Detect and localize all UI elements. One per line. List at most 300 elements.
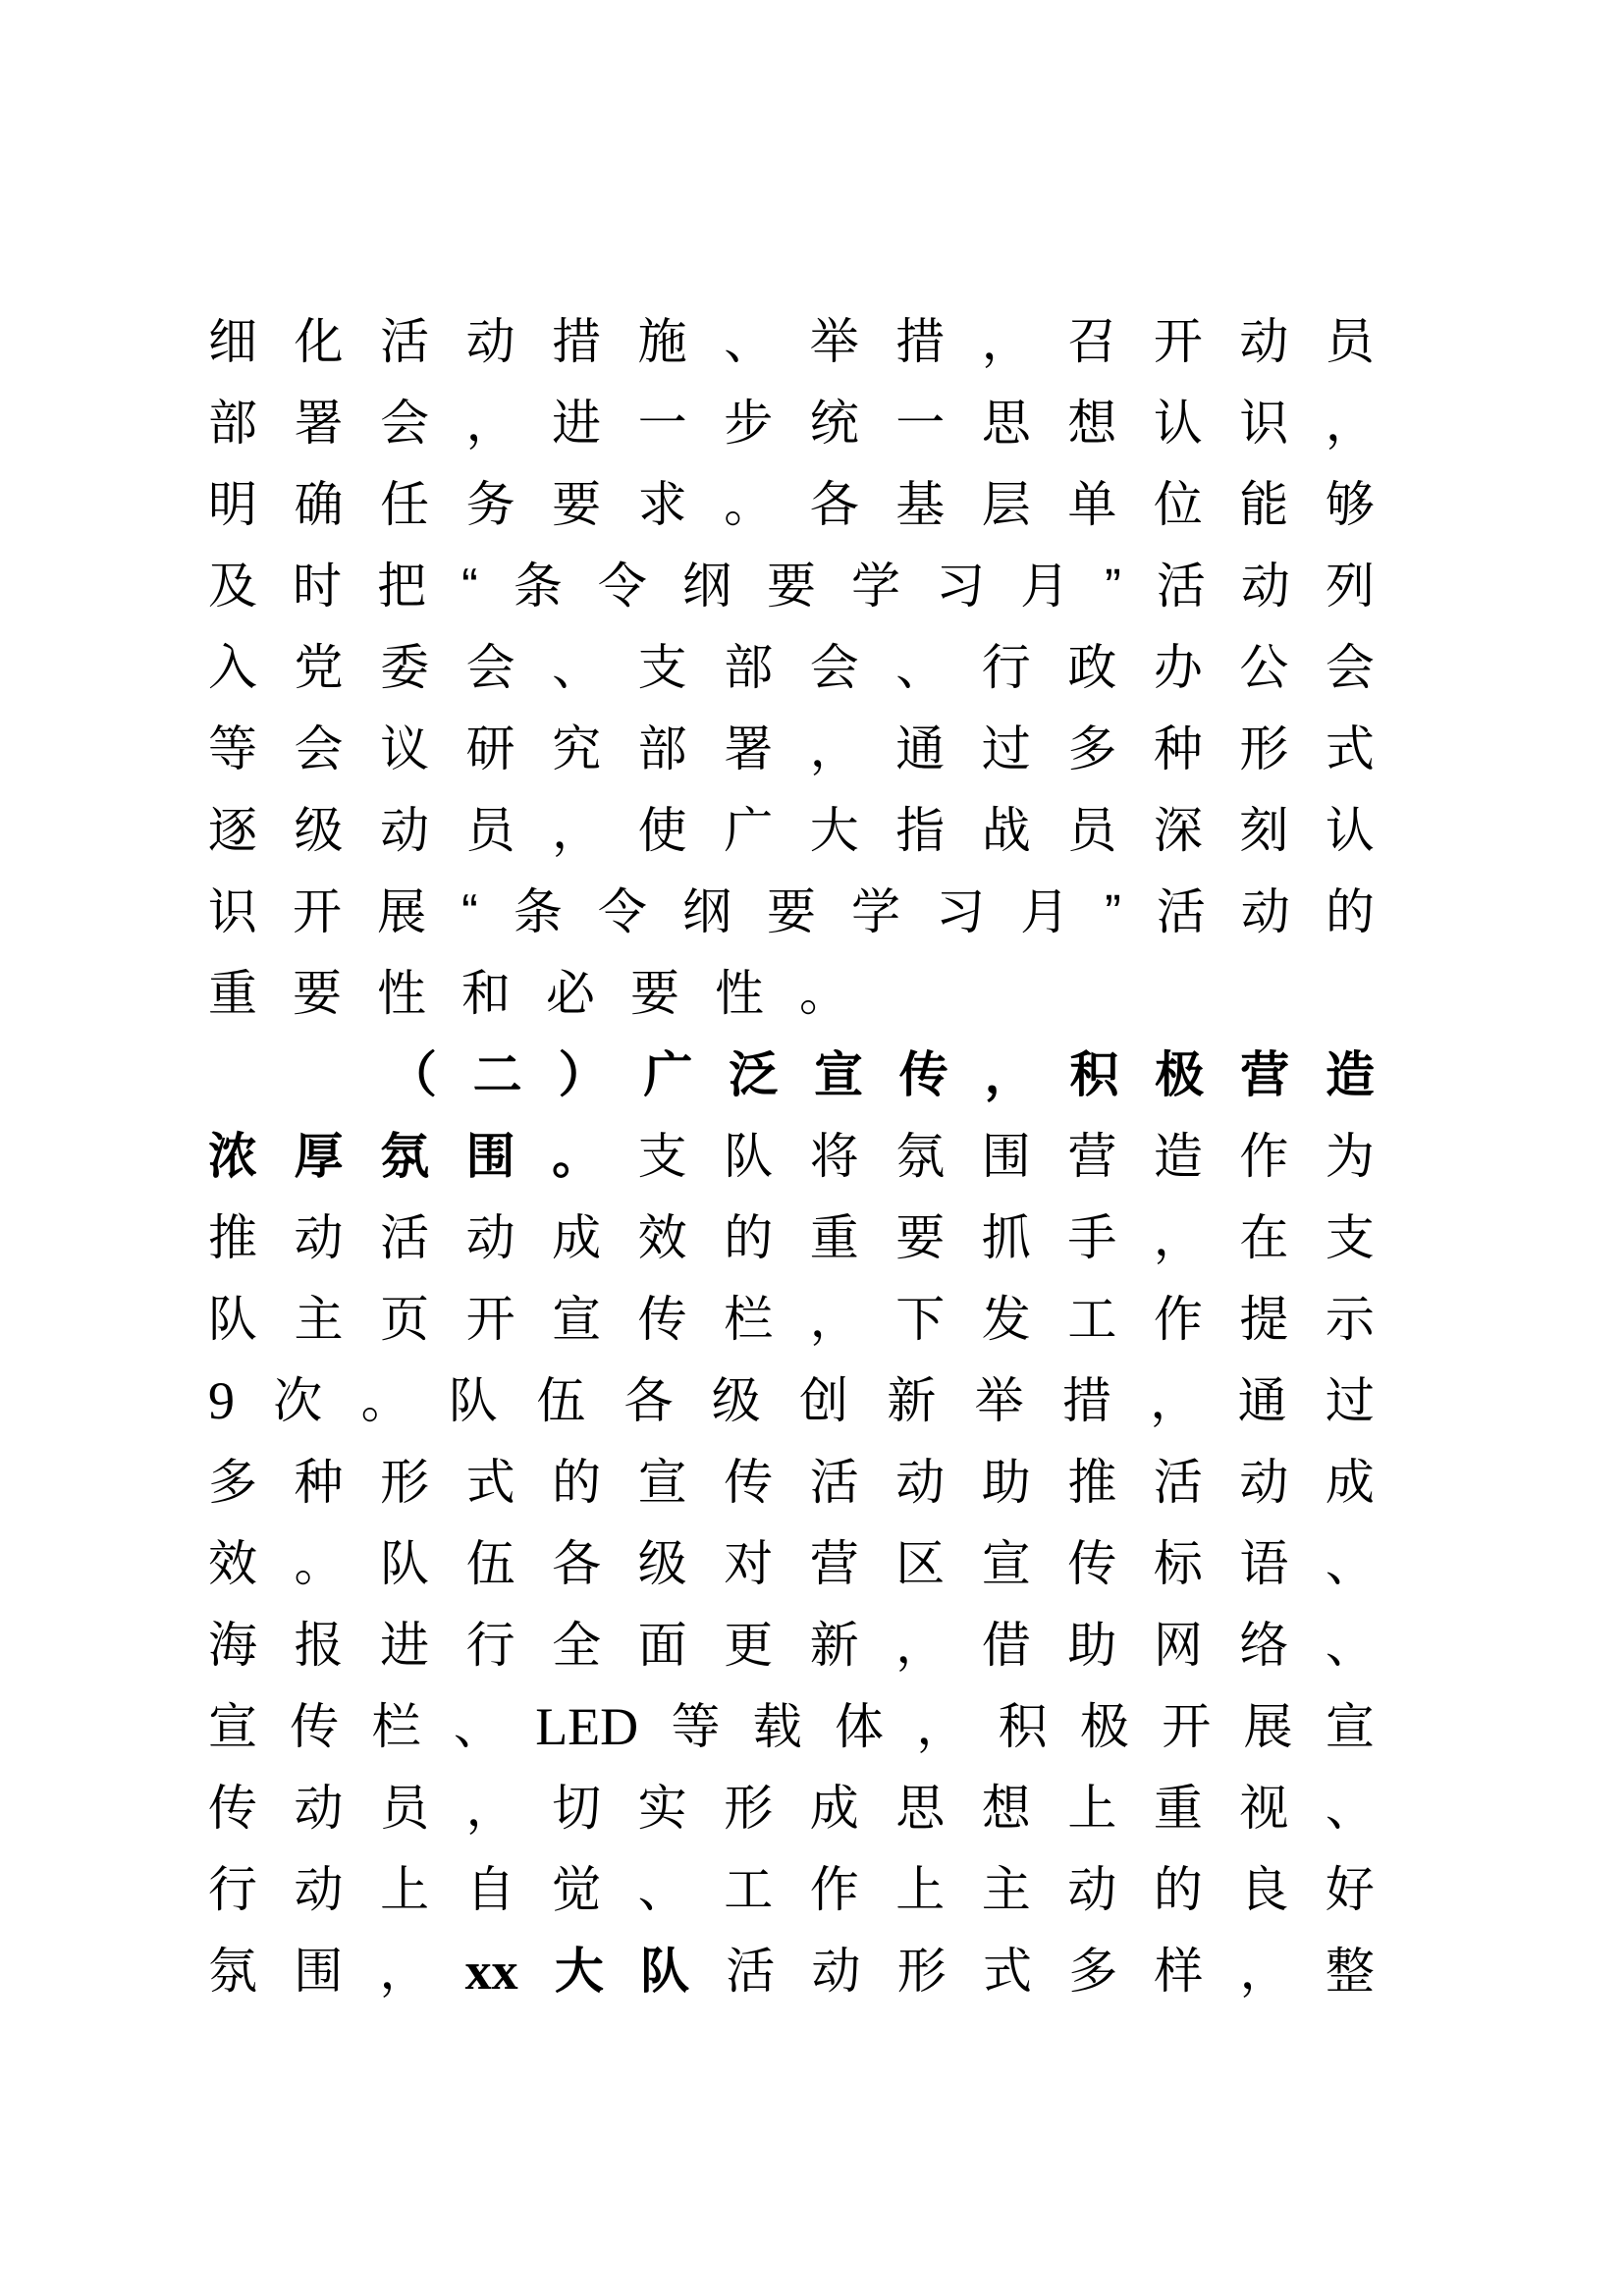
cjk-char: 要 [895,1209,946,1265]
cjk-char: 进 [380,1617,430,1673]
cjk-char: 和 [461,965,511,1021]
cjk-char: 署 [724,721,774,776]
cjk-char: 单 [1067,476,1117,532]
cjk-char: 推 [1067,1454,1117,1510]
cjk-char: 会 [380,395,430,451]
text-line [208,708,1375,789]
first-line-indent [208,1074,352,1075]
cjk-char: 动 [1240,558,1290,614]
cjk-char: ， [981,313,1031,369]
cjk-char: 实 [637,1780,687,1836]
cjk-char: 式 [1325,721,1375,776]
cjk-char: 宣 [552,1291,602,1347]
cjk-char: 、 [895,639,946,695]
cjk-char: 入 [208,639,257,695]
text-line [208,871,1375,952]
cjk-char: 想 [1067,395,1117,451]
cjk-char: 把 [377,558,427,614]
cjk-char: 。 [294,1535,344,1591]
cjk-char: 确 [294,476,344,532]
text-line [208,1034,1375,1115]
cjk-char: 栏 [371,1698,421,1754]
cjk-char: 的 [1325,883,1375,939]
cjk-char: 传 [637,1291,687,1347]
cjk-char: 指 [895,802,946,858]
cjk-char: 在 [1239,1209,1289,1265]
cjk-char: 一 [895,395,946,451]
cjk-char: 性 [715,965,764,1021]
cjk-char: 求 [637,476,687,532]
cjk-char: 伍 [465,1535,515,1591]
cjk-char: “ [461,883,478,939]
cjk-char: 传 [290,1698,340,1754]
cjk-char: 助 [981,1454,1031,1510]
cjk-char: 形 [896,1943,947,1999]
text-line [208,1930,1375,2011]
cjk-char: 宣 [208,1698,257,1754]
cjk-char: 展 [1243,1698,1293,1754]
cjk-char: 使 [637,802,687,858]
cjk-char: 员 [1325,313,1375,369]
cjk-char: 基 [895,476,946,532]
cjk-char: 整 [1325,1943,1375,1999]
cjk-char: 列 [1325,558,1375,614]
cjk-char: 动 [1067,1861,1117,1917]
cjk-char: 效 [637,1209,687,1265]
cjk-char: 明 [208,476,257,532]
cjk-char: 下 [895,1291,946,1347]
cjk-char: 的 [1153,1861,1203,1917]
text-line [208,1767,1375,1848]
cjk-char: 区 [895,1535,946,1591]
cjk-char: 形 [724,1780,774,1836]
cjk-char: 页 [380,1291,430,1347]
cjk-char: 令 [597,883,647,939]
cjk-char: 动 [1239,1454,1289,1510]
cjk-char: 宣 [1325,1698,1375,1754]
cjk-char: 步 [724,395,774,451]
cjk-char: 刻 [1239,802,1289,858]
text-line [208,545,1375,626]
cjk-char: 及 [208,558,257,614]
cjk-char: 想 [981,1780,1031,1836]
cjk-char: 政 [1067,639,1117,695]
cjk-char: 动 [465,1209,515,1265]
cjk-char: ， [1153,1209,1203,1265]
cjk-char: 动 [1239,313,1289,369]
text-block [208,300,1375,2011]
cjk-char: 认 [1153,395,1203,451]
cjk-char: 浓 [208,1128,257,1184]
cjk-char: 的 [552,1454,602,1510]
text-line [208,789,1375,871]
cjk-char: 会 [294,721,344,776]
cjk-char: 队 [380,1535,430,1591]
cjk-char: 种 [1153,721,1203,776]
cjk-char: ， [1239,1943,1289,1999]
cjk-char: 动 [294,1861,344,1917]
cjk-char: 员 [380,1780,430,1836]
cjk-char: 大 [554,1943,604,1999]
cjk-char: 认 [1325,802,1375,858]
cjk-char: “ [461,558,478,614]
cjk-char: 动 [895,1454,946,1510]
cjk-char: 习 [936,558,986,614]
cjk-char: 提 [1239,1291,1289,1347]
cjk-char: 识 [1239,395,1289,451]
cjk-char: 思 [981,395,1031,451]
cjk-char: 措 [552,313,602,369]
cjk-char: 式 [982,1943,1032,1999]
cjk-char: 宣 [981,1535,1031,1591]
cjk-char: ， [984,1046,1034,1102]
cjk-char: 统 [809,395,859,451]
cjk-char: 动 [380,802,430,858]
cjk-char: 发 [981,1291,1031,1347]
cjk-char: 视 [1239,1780,1289,1836]
cjk-char: 成 [809,1780,859,1836]
text-line [208,1685,1375,1767]
cjk-char: 纲 [681,558,731,614]
text-line [208,1197,1375,1278]
cjk-char: 、 [1325,1617,1375,1673]
cjk-char: 务 [465,476,515,532]
cjk-char: ， [1150,1372,1200,1428]
cjk-char: 会 [465,639,515,695]
cjk-char: 式 [465,1454,515,1510]
cjk-char: 工 [1067,1291,1117,1347]
cjk-char: ， [1325,395,1375,451]
cjk-char: 宣 [813,1046,863,1102]
cjk-char: 主 [294,1291,344,1347]
cjk-char: 纲 [681,883,731,939]
cjk-char: 积 [998,1698,1048,1754]
cjk-char: 厚 [294,1128,344,1184]
cjk-char: 造 [1325,1046,1375,1102]
cjk-char: 上 [380,1861,430,1917]
cjk-char: 觉 [552,1861,602,1917]
cjk-char: 多 [208,1454,257,1510]
cjk-char: 传 [1067,1535,1117,1591]
text-line [208,626,1375,708]
cjk-char: 习 [936,883,986,939]
cjk-char: 海 [208,1617,257,1673]
cjk-char: 宣 [637,1454,687,1510]
cjk-char: 员 [1067,802,1117,858]
cjk-char: 措 [895,313,946,369]
text-line [208,1360,1375,1441]
cjk-char: 动 [465,313,515,369]
text-line [208,1278,1375,1360]
cjk-char: 一 [637,395,687,451]
cjk-char: 新 [887,1372,937,1428]
cjk-char: 切 [552,1780,602,1836]
cjk-char: 氛 [380,1128,430,1184]
cjk-char: 队 [208,1291,257,1347]
cjk-char: 活 [380,1209,430,1265]
cjk-char: 广 [724,802,774,858]
cjk-char: 泛 [729,1046,779,1102]
cjk-char: 示 [1325,1291,1375,1347]
text-line [208,463,1375,545]
cjk-char: 够 [1325,476,1375,532]
cjk-char: 部 [637,721,687,776]
cjk-char: 动 [1240,883,1290,939]
cjk-char: 党 [294,639,344,695]
cjk-char: 员 [465,802,515,858]
cjk-char: 活 [1156,558,1206,614]
cjk-char: 创 [799,1372,849,1428]
cjk-char: 展 [377,883,427,939]
cjk-char: 队 [724,1128,774,1184]
cjk-char: 议 [380,721,430,776]
cjk-char: 举 [974,1372,1024,1428]
cjk-char: 署 [294,395,344,451]
latin-text: xx [464,1941,518,2001]
cjk-char: 开 [1162,1698,1212,1754]
text-line [208,300,1375,382]
cjk-char: 要 [293,965,342,1021]
cjk-char: 会 [809,639,859,695]
cjk-char: 活 [380,313,430,369]
cjk-char: 极 [1079,1698,1129,1754]
cjk-char: 战 [981,802,1031,858]
cjk-char: ， [895,1617,946,1673]
cjk-char: 、 [1325,1780,1375,1836]
cjk-char: 传 [724,1454,774,1510]
cjk-char: 支 [637,639,687,695]
cjk-char: 各 [623,1372,674,1428]
cjk-char: 通 [1237,1372,1287,1428]
cjk-char: 动 [294,1209,344,1265]
cjk-char: 队 [640,1943,690,1999]
cjk-char: 等 [671,1698,721,1754]
cjk-char: 举 [809,313,859,369]
cjk-char: 性 [377,965,426,1021]
cjk-char: 作 [809,1861,859,1917]
cjk-char: 报 [294,1617,344,1673]
cjk-char: 条 [513,883,563,939]
cjk-char: 深 [1153,802,1203,858]
cjk-char: 手 [1067,1209,1117,1265]
cjk-char: 办 [1153,639,1203,695]
cjk-char: 各 [809,476,859,532]
cjk-char: 级 [294,802,344,858]
cjk-char: 要 [552,476,602,532]
cjk-char: 对 [724,1535,774,1591]
cjk-char: 究 [552,721,602,776]
cjk-char: 开 [465,1291,515,1347]
cjk-char: 网 [1153,1617,1203,1673]
cjk-char: 化 [294,313,344,369]
cjk-char: 。 [724,476,774,532]
cjk-char: 级 [711,1372,761,1428]
cjk-char: 多 [1068,1943,1118,1999]
cjk-char: 围 [981,1128,1031,1184]
cjk-char: 作 [1153,1291,1203,1347]
cjk-char: 助 [1067,1617,1117,1673]
cjk-char: 造 [1153,1128,1203,1184]
cjk-char: 积 [1069,1046,1119,1102]
cjk-char: 月 [1020,558,1070,614]
cjk-char: 活 [809,1454,859,1510]
cjk-char: 次 [273,1372,323,1428]
cjk-char: 任 [380,476,430,532]
cjk-char: 施 [637,313,687,369]
cjk-char: 全 [552,1617,602,1673]
text-line [208,382,1375,463]
cjk-char: 层 [981,476,1031,532]
cjk-char: 将 [809,1128,859,1184]
cjk-char: 、 [552,639,602,695]
cjk-char: 好 [1325,1861,1375,1917]
cjk-char: 学 [851,883,901,939]
cjk-char: 形 [380,1454,430,1510]
cjk-char: 支 [637,1128,687,1184]
cjk-char: 活 [1153,1454,1203,1510]
cjk-char: 氛 [208,1943,257,1999]
cjk-char: 良 [1239,1861,1289,1917]
cjk-char: 更 [724,1617,774,1673]
cjk-char: 识 [208,883,257,939]
cjk-char: 、 [1325,1535,1375,1591]
cjk-char: 位 [1153,476,1203,532]
cjk-char: 围 [294,1943,344,1999]
cjk-char: 措 [1061,1372,1111,1428]
cjk-char: 种 [294,1454,344,1510]
cjk-char: 为 [1325,1128,1375,1184]
cjk-char: 逐 [208,802,257,858]
cjk-char: ， [809,721,859,776]
cjk-char: ， [465,395,515,451]
cjk-char: 营 [1240,1046,1290,1102]
cjk-char: 成 [552,1209,602,1265]
cjk-char: 新 [809,1617,859,1673]
cjk-char: 作 [1239,1128,1289,1184]
cjk-char: 伍 [536,1372,586,1428]
cjk-char: 月 [1020,883,1070,939]
cjk-char: 行 [208,1861,257,1917]
cjk-char: 极 [1155,1046,1205,1102]
cjk-char: 开 [1153,313,1203,369]
text-line [208,1115,1375,1197]
cjk-char: 通 [895,721,946,776]
cjk-char: 重 [1153,1780,1203,1836]
cjk-char: 大 [809,802,859,858]
cjk-char: 抓 [981,1209,1031,1265]
cjk-char: ” [1105,558,1121,614]
cjk-char: 面 [637,1617,687,1673]
cjk-char: 动 [811,1943,861,1999]
cjk-char: 成 [1325,1454,1375,1510]
cjk-char: 过 [981,721,1031,776]
cjk-char: 载 [752,1698,802,1754]
cjk-char: 络 [1239,1617,1289,1673]
cjk-char: 、 [453,1698,503,1754]
cjk-char: 委 [380,639,430,695]
cjk-char: 形 [1239,721,1289,776]
cjk-char: 学 [851,558,901,614]
cjk-char: 传 [208,1780,257,1836]
cjk-char: 体 [835,1698,885,1754]
cjk-char: 开 [293,883,343,939]
cjk-char: 上 [895,1861,946,1917]
cjk-char: 会 [1325,639,1375,695]
cjk-char: 要 [766,883,816,939]
cjk-char: 动 [294,1780,344,1836]
cjk-char: 借 [981,1617,1031,1673]
cjk-char: 必 [546,965,595,1021]
cjk-char: 队 [448,1372,498,1428]
cjk-char: 等 [208,721,257,776]
cjk-char: 过 [1325,1372,1375,1428]
cjk-char: 活 [1156,883,1206,939]
cjk-char: 样 [1154,1943,1204,1999]
text-line [208,1522,1375,1604]
cjk-char: 推 [208,1209,257,1265]
cjk-char: 能 [1239,476,1289,532]
cjk-char: 多 [1067,721,1117,776]
text-line [208,1604,1375,1685]
cjk-char: 上 [1067,1780,1117,1836]
cjk-char: 召 [1067,313,1117,369]
cjk-char: 公 [1239,639,1289,695]
cjk-char: 重 [208,965,257,1021]
cjk-char: 自 [465,1861,515,1917]
latin-text: 9 [208,1370,235,1430]
cjk-char: 二 [472,1046,522,1102]
cjk-char: 传 [898,1046,948,1102]
cjk-char: 时 [293,558,343,614]
cjk-char: 支 [1325,1209,1375,1265]
cjk-char: 效 [208,1535,257,1591]
cjk-char: ， [379,1943,429,1999]
cjk-char: 工 [724,1861,774,1917]
cjk-char: 条 [513,558,563,614]
cjk-char: 思 [895,1780,946,1836]
cjk-char: 各 [552,1535,602,1591]
cjk-char: 令 [597,558,647,614]
cjk-char: 、 [724,313,774,369]
cjk-char: 活 [726,1943,776,1999]
cjk-char: 。 [360,1372,410,1428]
cjk-char: 重 [809,1209,859,1265]
cjk-char: 的 [724,1209,774,1265]
text-line [208,952,1375,1034]
cjk-char: 。 [799,965,848,1021]
cjk-char: 广 [643,1046,693,1102]
cjk-char: 行 [465,1617,515,1673]
cjk-char: 部 [208,395,257,451]
cjk-char: 营 [1067,1128,1117,1184]
cjk-char: 要 [766,558,816,614]
cjk-char: 栏 [724,1291,774,1347]
cjk-char: 主 [981,1861,1031,1917]
cjk-char: ” [1105,883,1121,939]
cjk-char: ， [465,1780,515,1836]
cjk-char: 细 [208,313,257,369]
cjk-char: ， [552,802,602,858]
cjk-char: 行 [981,639,1031,695]
cjk-char: 营 [809,1535,859,1591]
latin-text: LED [535,1696,639,1756]
cjk-char: ） [558,1046,608,1102]
cjk-char: 部 [724,639,774,695]
cjk-char: ， [916,1698,966,1754]
cjk-char: 语 [1239,1535,1289,1591]
cjk-char: 进 [552,395,602,451]
cjk-char: （ [387,1046,437,1102]
